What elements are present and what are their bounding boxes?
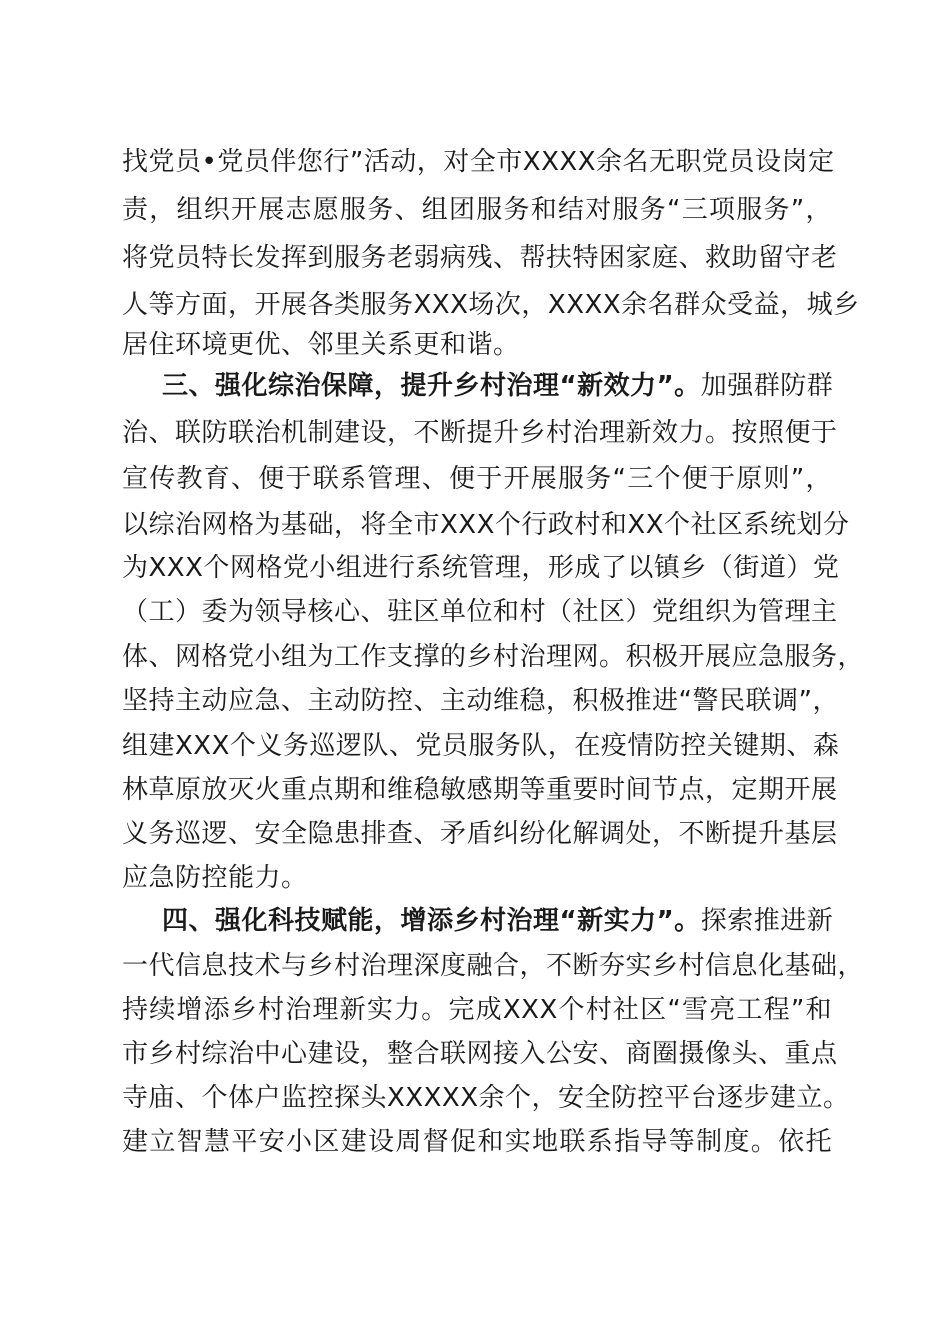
body-text-line: 义务巡逻、安全隐患排查、矛盾纠纷化解调处，不断提升基层 bbox=[122, 819, 838, 849]
body-text-line: 将党员特长发挥到服务老弱病残、帮扶特困家庭、救助留守老 bbox=[122, 243, 838, 273]
body-text-line: 找党员•党员伴您行”活动，对全市XXXX余名无职党员设岗定 bbox=[122, 147, 835, 177]
body-text-line: 坚持主动应急、主动防控、主动维稳，积极推进“警民联调”， bbox=[122, 686, 839, 716]
section-three-first-line bbox=[162, 369, 832, 403]
body-text-line: 责，组织开展志愿服务、组团服务和结对服务“三项服务”， bbox=[122, 195, 832, 225]
body-text-line: 组建XXX个义务巡逻队、党员服务队，在疫情防控关键期、森 bbox=[122, 731, 840, 761]
body-text-line: 林草原放灭火重点期和维稳敏感期等重要时间节点，定期开展 bbox=[122, 775, 838, 805]
body-text-line: 持续增添乡村治理新实力。完成XXX个村社区“雪亮工程”和 bbox=[122, 995, 832, 1025]
body-text-line: 居住环境更优、邻里关系更和谐。 bbox=[122, 330, 520, 360]
body-text-line: （工）委为领导核心、驻区单位和村（社区）党组织为管理主 bbox=[122, 597, 838, 627]
body-text-line: 为XXX个网格党小组进行系统管理，形成了以镇乡（街道）党 bbox=[122, 553, 840, 583]
body-text-line: 治、联防联治机制建设，不断提升乡村治理新效力。按照便于 bbox=[122, 418, 838, 448]
body-text-line: 应急防控能力。 bbox=[122, 863, 308, 893]
section-three-heading: 三、强化综治保障，提升乡村治理“新效力”。 bbox=[162, 371, 701, 401]
body-text-line: 建立智慧平安小区建设周督促和实地联系指导等制度。依托 bbox=[122, 1127, 832, 1157]
body-text-line: 宣传教育、便于联系管理、便于开展服务“三个便于原则”， bbox=[122, 464, 832, 494]
body-text-line: 寺庙、个体户监控探头XXXXX余个，安全防控平台逐步建立。 bbox=[122, 1083, 850, 1113]
section-three-lead: 加强群防群 bbox=[700, 371, 834, 401]
body-text-line: 市乡村综治中心建设，整合联网接入公安、商圈摄像头、重点 bbox=[122, 1039, 838, 1069]
body-text-line: 人等方面，开展各类服务XXX场次，XXXX余名群众受益，城乡 bbox=[122, 290, 860, 320]
body-text-line: 一代信息技术与乡村治理深度融合，不断夯实乡村信息化基础， bbox=[122, 951, 865, 981]
section-four-lead: 探索推进新 bbox=[700, 906, 834, 936]
body-text-line: 以综治网格为基础，将全市XXX个行政村和XX个社区系统划分 bbox=[122, 510, 850, 540]
body-text-line: 体、网格党小组为工作支撑的乡村治理网。积极开展应急服务， bbox=[122, 642, 865, 672]
section-four-first-line bbox=[162, 904, 832, 938]
section-four-heading: 四、强化科技赋能，增添乡村治理“新实力”。 bbox=[162, 906, 701, 936]
